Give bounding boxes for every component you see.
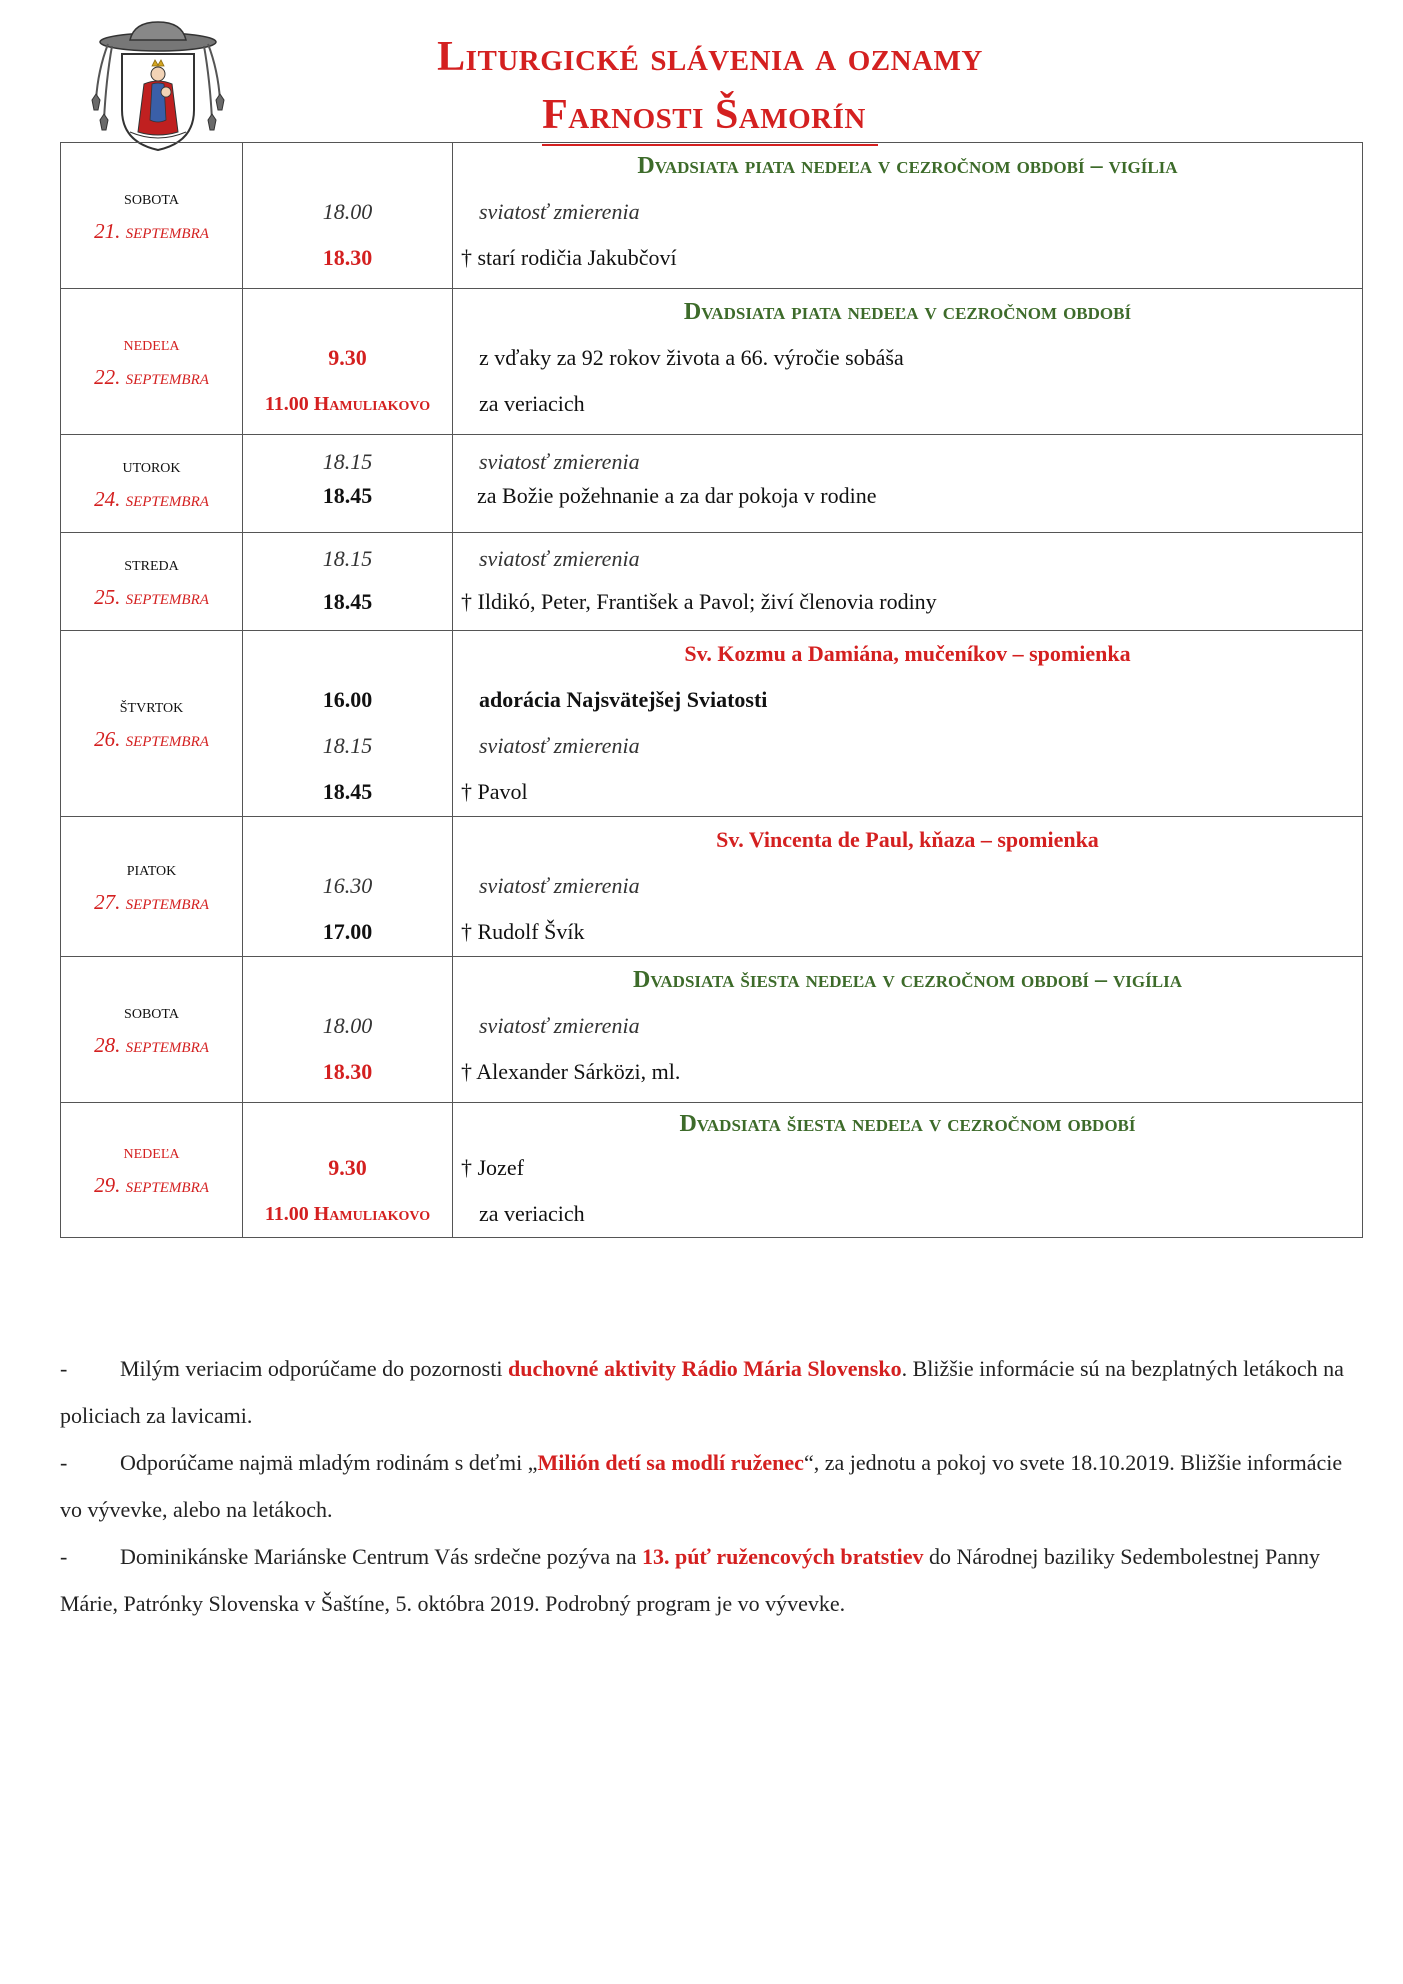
day-cell <box>61 631 243 817</box>
intention: za veriacich <box>479 391 585 416</box>
time: 18.00 <box>322 1013 373 1038</box>
date-label: 26. septembra <box>94 726 209 751</box>
date-label: 29. septembra <box>94 1173 209 1197</box>
table-row <box>61 533 1363 631</box>
feast-title: Dvadsiata šiesta nedeľa v cezročnom období – vigília <box>632 967 1182 993</box>
time-cell <box>243 435 453 533</box>
day-cell <box>61 957 243 1103</box>
intention-cell <box>453 957 1363 1103</box>
time: 18.30 <box>322 1059 373 1084</box>
day-name: nedeľa <box>123 1141 180 1163</box>
time-cell <box>243 289 453 435</box>
title-line-2: Farnosti Šamorín <box>542 86 878 146</box>
intention-cell <box>453 533 1363 631</box>
time-location: 11.00 Hamuliakovo <box>264 1203 431 1225</box>
intention: sviatosť zmierenia <box>479 449 640 474</box>
time: 9.30 <box>328 1155 367 1180</box>
intention: † starí rodičia Jakubčoví <box>461 245 677 270</box>
date-label: 21. septembra <box>94 218 209 243</box>
intention-cell <box>453 1103 1363 1238</box>
day-cell <box>61 289 243 435</box>
feast-title: Dvadsiata šiesta nedeľa v cezročnom období <box>679 1111 1136 1137</box>
time-location: 11.00 Hamuliakovo <box>264 393 431 415</box>
time: 16.30 <box>322 873 373 898</box>
schedule-table <box>60 142 1363 1238</box>
intention: † Alexander Sárközi, ml. <box>461 1059 681 1084</box>
time: 18.15 <box>322 733 373 758</box>
time: 18.45 <box>322 779 373 804</box>
table-row <box>61 1103 1363 1238</box>
intention-cell <box>453 631 1363 817</box>
intention: † Rudolf Švík <box>461 919 585 944</box>
intention-cell <box>453 289 1363 435</box>
feast-title: Dvadsiata piata nedeľa v cezročnom období – vigília <box>637 153 1178 179</box>
time-cell <box>243 1103 453 1238</box>
day-cell <box>61 533 243 631</box>
time: 18.15 <box>322 449 373 474</box>
parish-coat-of-arms-icon <box>78 20 238 155</box>
announcements <box>60 1345 1360 1627</box>
table-row <box>61 143 1363 289</box>
announcement: - Milým veriacim odporúčame do pozornosti duchovné aktivity Rádio Mária Slovensko. Bližšie informácie sú na bezplatných letákoch na policiach za lavicami. <box>60 1356 1344 1428</box>
time: 18.00 <box>322 199 373 224</box>
day-name: utorok <box>122 454 181 477</box>
time: 17.00 <box>322 919 373 944</box>
time-cell <box>243 143 453 289</box>
intention: † Jozef <box>461 1155 524 1180</box>
intention: sviatosť zmierenia <box>479 546 640 571</box>
time: 18.45 <box>322 589 373 614</box>
intention: sviatosť zmierenia <box>479 199 640 224</box>
time: 16.00 <box>322 687 373 712</box>
day-name: štvrtok <box>119 694 184 717</box>
intention: za veriacich <box>479 1201 585 1226</box>
date-label: 22. septembra <box>94 364 209 389</box>
day-name: sobota <box>124 1000 179 1023</box>
date-label: 24. septembra <box>94 486 209 511</box>
time: 18.15 <box>322 546 373 571</box>
feast-title: Dvadsiata piata nedeľa v cezročnom období <box>683 299 1132 325</box>
day-name: streda <box>124 552 179 575</box>
table-row <box>61 289 1363 435</box>
date-label: 25. septembra <box>94 584 209 609</box>
table-row <box>61 957 1363 1103</box>
day-cell <box>61 1103 243 1238</box>
time-cell <box>243 817 453 957</box>
page-title <box>290 28 1130 146</box>
intention: † Pavol <box>461 779 528 804</box>
announcement: - Dominikánske Mariánske Centrum Vás srdečne pozýva na 13. púť ružencových bratstiev do Národnej baziliky Sedembolestnej Panny Márie, Patrónky Slovenska v Šaštíne, 5. októbra 2019. Podrobný program je vo vývevke. <box>60 1544 1321 1616</box>
intention: † Ildikó, Peter, František a Pavol; živí členovia rodiny <box>461 589 937 614</box>
intention-cell <box>453 143 1363 289</box>
feast-title: Sv. Vincenta de Paul, kňaza – spomienka <box>716 827 1099 852</box>
intention: za Božie požehnanie a za dar pokoja v rodine <box>477 483 877 508</box>
date-label: 28. septembra <box>94 1032 209 1057</box>
table-row <box>61 631 1363 817</box>
time-cell <box>243 533 453 631</box>
intention-cell <box>453 435 1363 533</box>
intention: sviatosť zmierenia <box>479 733 640 758</box>
day-name: sobota <box>124 186 179 209</box>
time: 18.30 <box>322 245 373 270</box>
time-cell <box>243 957 453 1103</box>
time: 18.45 <box>322 483 373 508</box>
table-row <box>61 435 1363 533</box>
intention: sviatosť zmierenia <box>479 873 640 898</box>
day-cell <box>61 817 243 957</box>
table-row <box>61 817 1363 957</box>
intention: adorácia Najsvätejšej Sviatosti <box>479 687 768 712</box>
day-name: nedeľa <box>123 332 180 355</box>
feast-title: Sv. Kozmu a Damiána, mučeníkov – spomienka <box>684 641 1131 666</box>
intention-cell <box>453 817 1363 957</box>
intention: z vďaky za 92 rokov života a 66. výročie sobáša <box>479 345 904 370</box>
intention: sviatosť zmierenia <box>479 1013 640 1038</box>
time: 9.30 <box>328 345 367 370</box>
date-label: 27. septembra <box>94 889 209 914</box>
day-name: piatok <box>126 857 177 880</box>
time-cell <box>243 631 453 817</box>
day-cell <box>61 435 243 533</box>
title-line-1: Liturgické slávenia a oznamy <box>437 34 983 80</box>
day-cell <box>61 143 243 289</box>
announcement: - Odporúčame najmä mladým rodinám s deťmi „Milión detí sa modlí ruženec“, za jednotu a pokoj vo svete 18.10.2019. Bližšie informácie vo vývevke, alebo na letákoch. <box>60 1450 1343 1522</box>
